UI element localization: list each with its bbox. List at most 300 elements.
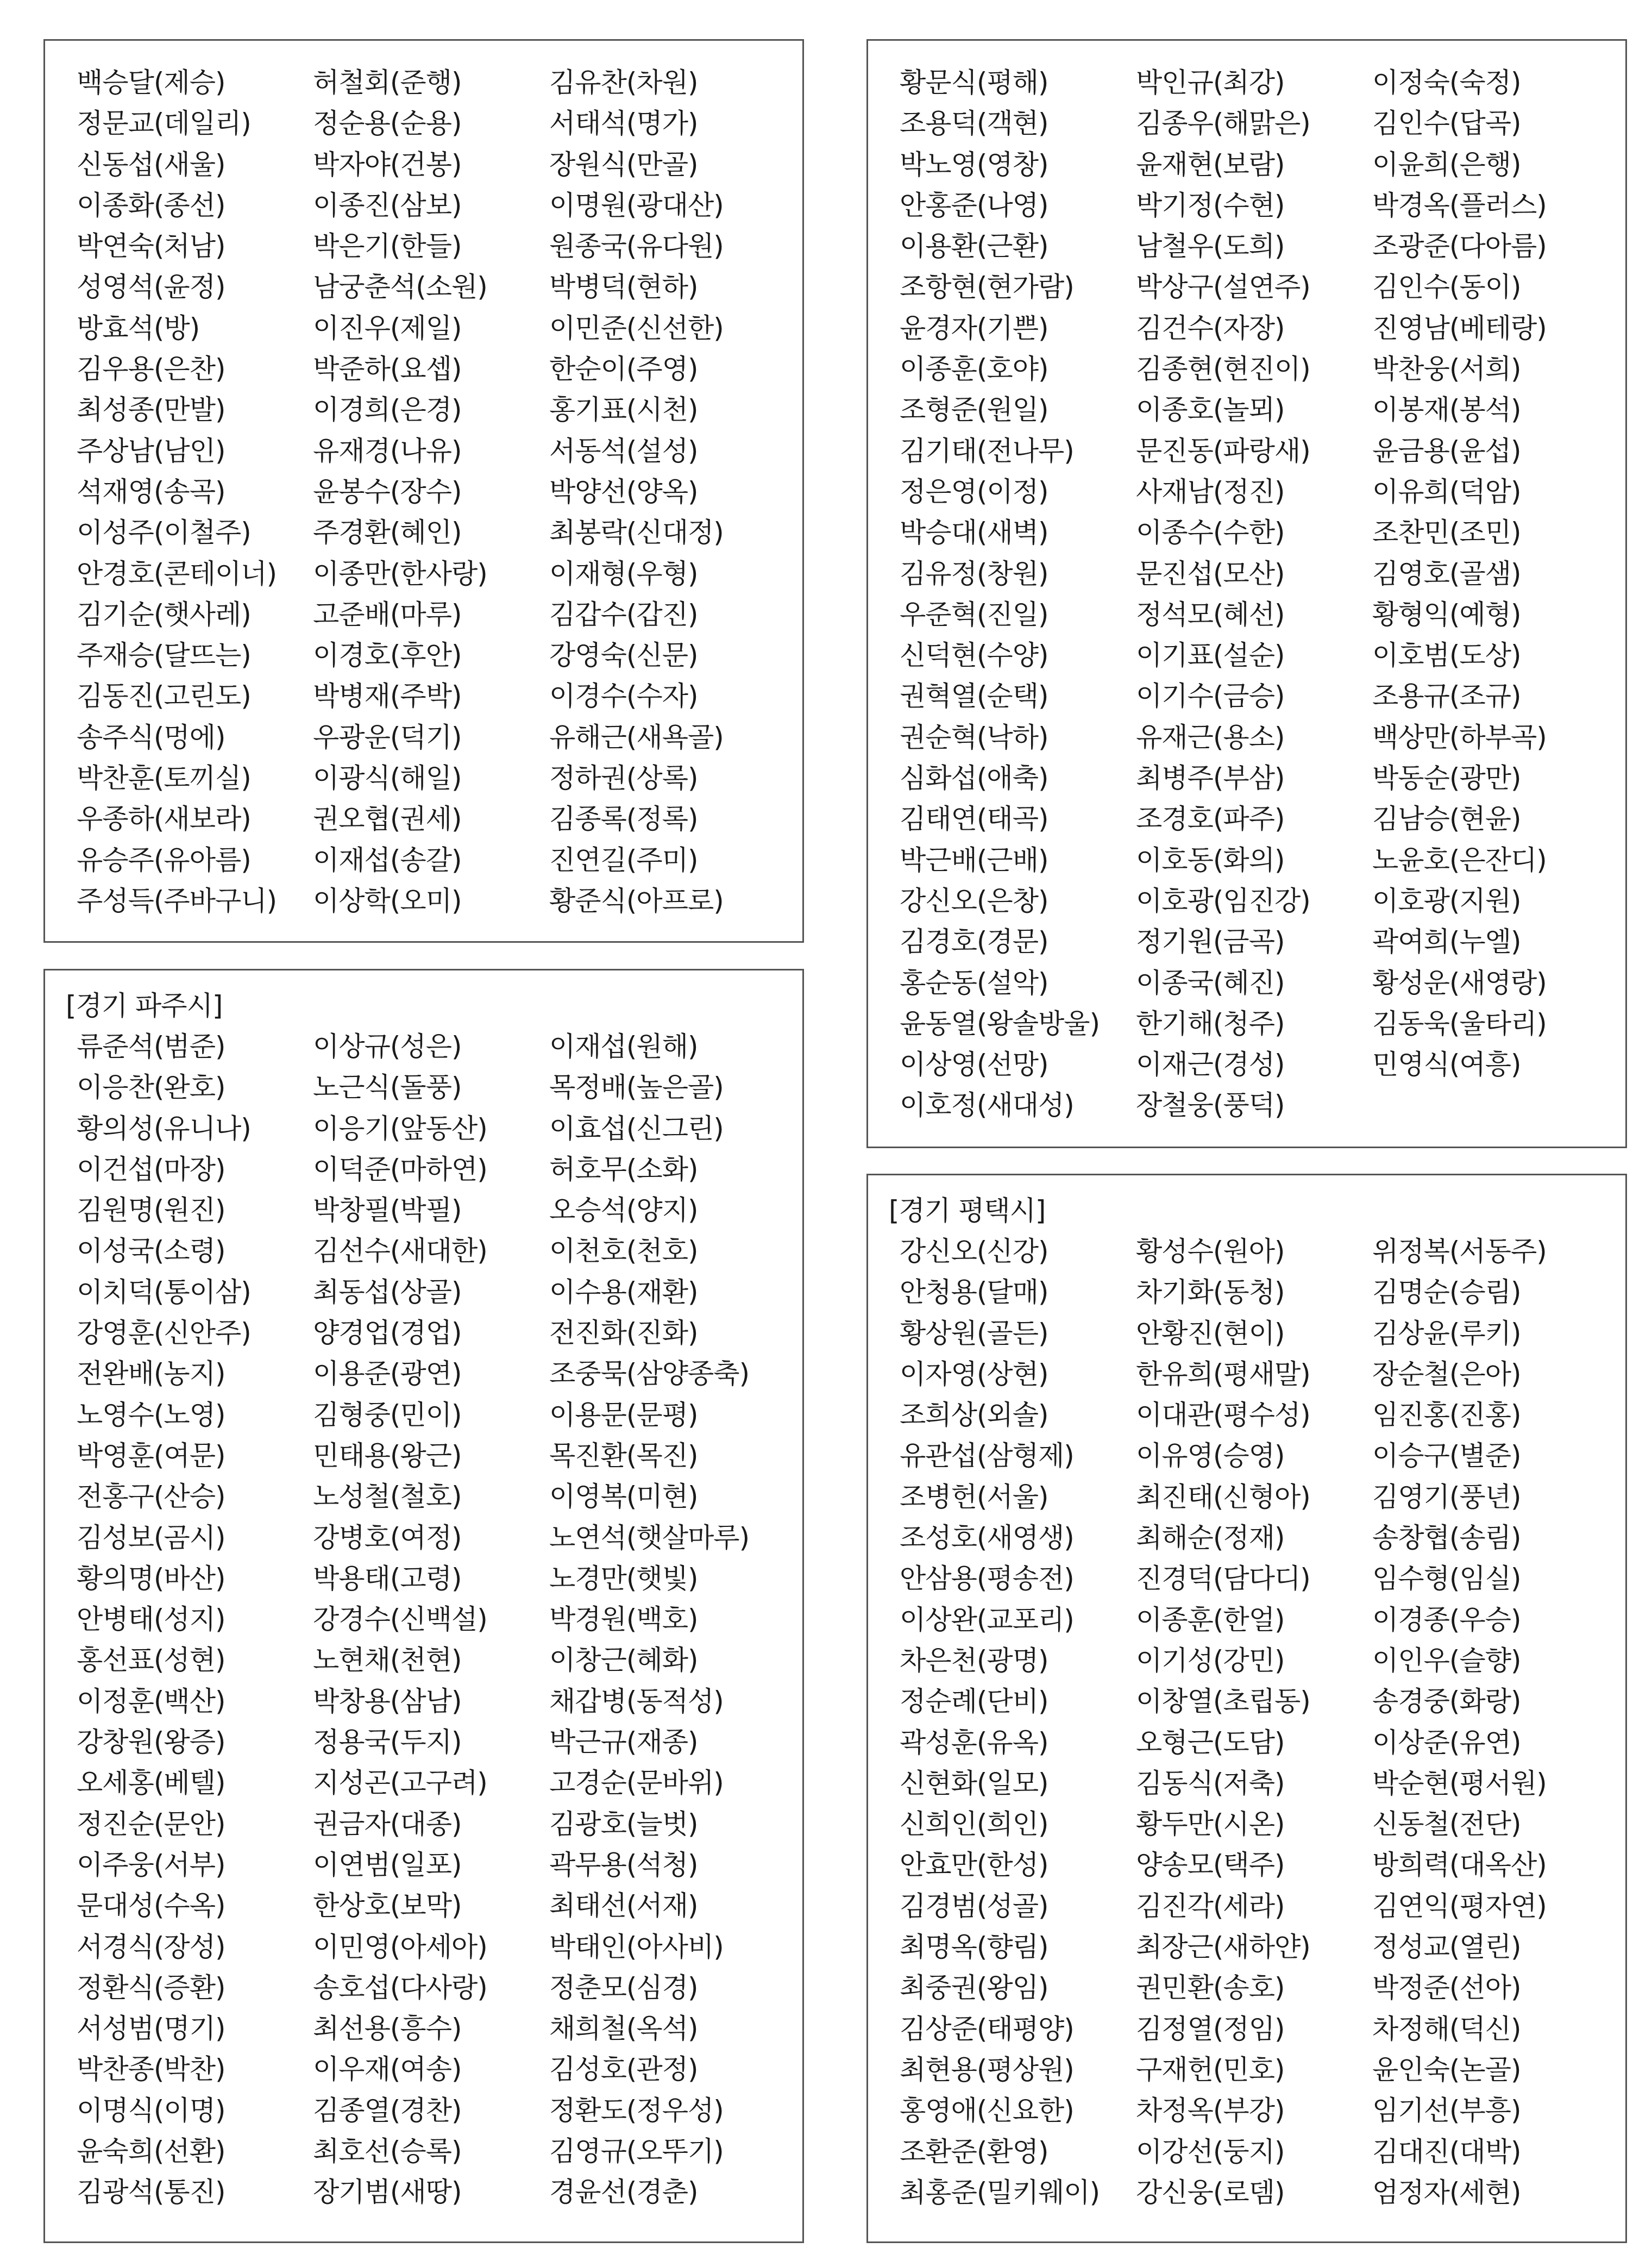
name-entry: 유관섭(삼형제) (900, 1440, 1074, 1472)
name-entry: 한기해(청주) (1136, 1007, 1285, 1039)
name-entry: 이유영(승영) (1136, 1440, 1285, 1472)
name-entry: 김동진(고린도) (77, 680, 251, 712)
name-entry: 황성수(원아) (1136, 1236, 1285, 1267)
name-entry: 조중묵(삼양종축) (549, 1358, 750, 1390)
name-entry: 문진섭(모산) (1136, 558, 1285, 590)
name-entry: 최명옥(향림) (900, 1931, 1048, 1963)
name-entry: 박병덕(현하) (549, 271, 698, 303)
name-entry: 송경중(화랑) (1372, 1686, 1521, 1718)
name-grid (900, 62, 1609, 1126)
name-entry: 박창용(삼남) (313, 1685, 462, 1717)
name-entry: 김인수(답곡) (1372, 108, 1521, 140)
name-entry: 윤숙희(선환) (77, 2136, 225, 2168)
name-entry: 조경호(파주) (1136, 803, 1285, 835)
name-entry: 박근규(재종) (549, 1726, 698, 1758)
section-title: [경기 파주시] (66, 990, 223, 1022)
name-entry: 안병태(성지) (77, 1604, 225, 1636)
name-entry: 최중권(왕임) (900, 1972, 1048, 2004)
name-entry: 김영규(오뚜기) (549, 2136, 724, 2168)
name-entry: 곽성훈(유옥) (900, 1726, 1048, 1758)
name-entry: 김종록(정록) (549, 803, 698, 835)
name-entry: 윤금용(윤섭) (1372, 435, 1521, 467)
name-entry: 이민준(신선한) (549, 312, 724, 344)
name-entry: 김남승(현윤) (1372, 803, 1521, 835)
name-entry: 조병헌(서울) (900, 1481, 1048, 1513)
name-entry: 김상준(태평양) (900, 2013, 1074, 2045)
name-entry: 허철회(준행) (313, 67, 462, 98)
name-entry: 이상영(선망) (900, 1049, 1048, 1081)
name-entry: 최장근(새하얀) (1136, 1931, 1310, 1963)
name-entry: 김영기(풍년) (1372, 1481, 1521, 1513)
name-entry: 안경호(콘테이너) (77, 558, 277, 590)
name-entry: 김인수(동이) (1372, 271, 1521, 303)
name-entry: 강영훈(신안주) (77, 1317, 251, 1349)
name-entry: 박정준(선아) (1372, 1972, 1521, 2004)
name-entry: 차정해(덕신) (1372, 2013, 1521, 2045)
name-entry: 민영식(여흥) (1372, 1049, 1521, 1081)
name-entry: 노성철(철호) (313, 1481, 462, 1513)
name-entry: 서경식(장성) (77, 1931, 225, 1963)
name-entry: 이명원(광대산) (549, 189, 724, 221)
name-entry: 강신오(신강) (900, 1236, 1048, 1267)
name-entry: 신동섭(새울) (77, 148, 225, 180)
name-entry: 정환식(증환) (77, 1971, 225, 2003)
name-entry: 강영숙(신문) (549, 640, 698, 672)
name-entry: 이상학(오미) (313, 885, 462, 917)
name-entry: 류준석(범준) (77, 1031, 225, 1062)
name-entry: 최해순(정재) (1136, 1522, 1285, 1554)
name-entry: 신희인(희인) (900, 1808, 1048, 1840)
name-entry: 주재승(달뜨는) (77, 640, 251, 672)
name-entry: 최홍준(밀키웨이) (900, 2176, 1100, 2208)
name-entry: 유해근(새욕골) (549, 721, 724, 753)
name-entry: 차기화(동청) (1136, 1276, 1285, 1308)
name-entry: 김우용(은찬) (77, 353, 225, 385)
name-entry: 박찬훈(토끼실) (77, 762, 251, 794)
name-entry: 박창필(박필) (313, 1194, 462, 1226)
name-entry: 이호범(도상) (1372, 640, 1521, 672)
name-entry: 김형중(민이) (313, 1399, 462, 1431)
name-entry: 이종호(놀뫼) (1136, 394, 1285, 426)
name-entry: 이용준(광연) (313, 1358, 462, 1390)
name-entry: 허호무(소화) (549, 1153, 698, 1185)
name-entry: 곽무용(석청) (549, 1849, 698, 1881)
name-entry: 김유정(창원) (900, 558, 1048, 590)
name-entry: 장기범(새땅) (313, 2176, 462, 2208)
name-entry: 백상만(하부곡) (1372, 721, 1547, 753)
name-entry: 황상원(골든) (900, 1317, 1048, 1349)
name-entry: 이강선(둥지) (1136, 2136, 1285, 2168)
name-entry: 박근배(근배) (900, 844, 1048, 876)
name-entry: 홍기표(시천) (549, 394, 698, 426)
name-entry: 정환도(정우성) (549, 2094, 724, 2126)
name-entry: 김갑수(갑진) (549, 598, 698, 630)
name-entry: 차정옥(부강) (1136, 2095, 1285, 2127)
name-entry: 정은영(이정) (900, 475, 1048, 508)
name-entry: 홍선표(성현) (77, 1644, 225, 1676)
name-entry: 김유찬(차원) (549, 67, 698, 98)
name-entry: 이종화(종선) (77, 189, 225, 221)
name-entry: 박자야(건봉) (313, 148, 462, 180)
name-entry: 박용태(고령) (313, 1562, 462, 1594)
name-entry: 엄정자(세현) (1372, 2176, 1521, 2208)
name-entry: 강경수(신백설) (313, 1604, 487, 1636)
name-entry: 임수형(임실) (1372, 1563, 1521, 1595)
name-entry: 조환준(환영) (900, 2136, 1048, 2168)
member-list-box-3 (866, 39, 1627, 1148)
name-entry: 김연익(평자연) (1372, 1890, 1547, 1922)
name-entry: 이응찬(완호) (77, 1072, 225, 1104)
name-entry: 이종훈(호야) (900, 353, 1048, 385)
name-entry: 노경만(햇빛) (549, 1562, 698, 1594)
name-entry: 송창협(송림) (1372, 1522, 1521, 1554)
name-entry: 진경덕(담다디) (1136, 1563, 1310, 1595)
name-entry: 박동순(광만) (1372, 762, 1521, 794)
member-list-box-1 (43, 39, 804, 943)
name-entry: 김태연(태곡) (900, 803, 1048, 835)
name-entry: 조형준(원일) (900, 394, 1048, 426)
name-entry: 김광석(통진) (77, 2176, 225, 2208)
name-entry: 전홍구(산승) (77, 1481, 225, 1513)
name-entry: 이경호(후안) (313, 640, 462, 672)
name-entry: 이정숙(숙정) (1372, 67, 1521, 98)
name-entry: 민태용(왕근) (313, 1439, 462, 1471)
name-entry: 이윤희(은행) (1372, 148, 1521, 180)
name-entry: 정하권(상록) (549, 762, 698, 794)
name-entry: 박노영(영창) (900, 148, 1048, 180)
name-entry: 안황진(현이) (1136, 1317, 1285, 1349)
name-entry: 이창근(혜화) (549, 1644, 698, 1676)
name-entry: 전완배(농지) (77, 1358, 225, 1390)
name-entry: 이유희(덕암) (1372, 475, 1521, 508)
name-entry: 임진홍(진홍) (1372, 1399, 1521, 1431)
name-entry: 고경순(문바위) (549, 1767, 724, 1799)
name-entry: 곽여희(누엘) (1372, 926, 1521, 958)
name-entry: 정진순(문안) (77, 1808, 225, 1840)
name-entry: 황문식(평해) (900, 67, 1048, 98)
member-list-box-pyeongtaek (866, 1174, 1627, 2243)
name-entry: 이성국(소령) (77, 1235, 225, 1267)
name-entry: 강신웅(로뎀) (1136, 2176, 1285, 2208)
name-entry: 박상구(설연주) (1136, 271, 1310, 303)
name-entry: 전진화(진화) (549, 1317, 698, 1349)
name-entry: 신덕현(수양) (900, 640, 1048, 672)
name-entry: 박병재(주박) (313, 680, 462, 712)
name-entry: 우광운(덕기) (313, 721, 462, 753)
name-entry: 조찬민(조민) (1372, 517, 1521, 549)
name-entry: 한순이(주영) (549, 353, 698, 385)
name-entry: 김원명(원진) (77, 1194, 225, 1226)
name-entry: 방희력(대옥산) (1372, 1849, 1547, 1881)
name-entry: 이호동(화의) (1136, 844, 1285, 876)
name-entry: 최진태(신형아) (1136, 1481, 1310, 1513)
name-entry: 박찬웅(서희) (1372, 353, 1521, 385)
name-entry: 최성종(만발) (77, 394, 225, 426)
name-entry: 서동석(설성) (549, 435, 698, 467)
name-entry: 임기선(부흥) (1372, 2095, 1521, 2127)
name-entry: 정석모(혜선) (1136, 598, 1285, 630)
name-entry: 황두만(시온) (1136, 1808, 1285, 1840)
name-entry: 이용문(문평) (549, 1399, 698, 1431)
name-entry: 권금자(대종) (313, 1808, 462, 1840)
name-entry: 권민환(송호) (1136, 1972, 1285, 2004)
name-entry: 이종진(삼보) (313, 189, 462, 221)
name-entry: 방효석(방) (77, 312, 200, 344)
name-entry: 강창원(왕증) (77, 1726, 225, 1758)
name-entry: 이봉재(봉석) (1372, 394, 1521, 426)
name-entry: 이치덕(통이삼) (77, 1276, 251, 1308)
name-entry: 경윤선(경춘) (549, 2176, 698, 2208)
name-entry: 이정훈(백산) (77, 1685, 225, 1717)
member-list-box-paju (43, 969, 804, 2243)
name-entry: 사재남(정진) (1136, 475, 1285, 508)
name-entry: 이종수(수한) (1136, 517, 1285, 549)
name-entry: 윤인숙(논골) (1372, 2053, 1521, 2086)
name-entry: 이기성(강민) (1136, 1644, 1285, 1676)
name-entry: 조희상(외솔) (900, 1399, 1048, 1431)
name-entry: 지성곤(고구려) (313, 1767, 487, 1799)
name-entry: 조성호(새영생) (900, 1522, 1074, 1554)
name-entry: 노영수(노영) (77, 1399, 225, 1431)
name-entry: 김정열(정임) (1136, 2013, 1285, 2045)
name-entry: 서성범(명기) (77, 2013, 225, 2045)
name-entry: 박은기(한들) (313, 230, 462, 262)
name-entry: 황준식(아프로) (549, 885, 724, 917)
name-entry: 조용규(조규) (1372, 680, 1521, 712)
name-entry: 윤재현(보람) (1136, 148, 1285, 180)
name-entry: 양경업(경업) (313, 1317, 462, 1349)
name-entry: 김광호(늘벗) (549, 1808, 698, 1840)
name-entry: 최선용(흥수) (313, 2013, 462, 2045)
name-entry: 이연범(일포) (313, 1849, 462, 1881)
name-entry: 강신오(은창) (900, 885, 1048, 917)
name-entry: 황형익(예형) (1372, 598, 1521, 630)
name-entry: 안효만(한성) (900, 1849, 1048, 1881)
name-entry: 차은천(광명) (900, 1644, 1048, 1676)
name-entry: 이진우(제일) (313, 312, 462, 344)
name-entry: 박태인(아사비) (549, 1931, 724, 1963)
name-entry: 이경희(은경) (313, 394, 462, 426)
name-entry: 김명순(승림) (1372, 1276, 1521, 1308)
name-entry: 권오협(권세) (313, 803, 462, 835)
name-entry: 박경원(백호) (549, 1604, 698, 1636)
name-entry: 남철우(도희) (1136, 230, 1285, 262)
name-entry: 진영남(베테랑) (1372, 312, 1547, 344)
name-entry: 노근식(돌풍) (313, 1072, 462, 1104)
name-entry: 최호선(승록) (313, 2136, 462, 2168)
name-entry: 박양선(양옥) (549, 475, 698, 508)
name-entry: 오형근(도담) (1136, 1726, 1285, 1758)
name-entry: 김기순(햇사레) (77, 598, 251, 630)
name-entry: 이종만(한사랑) (313, 558, 487, 590)
name-entry: 이경종(우승) (1372, 1604, 1521, 1636)
name-entry: 강병호(여정) (313, 1521, 462, 1554)
name-entry: 이재섭(송갈) (313, 844, 462, 876)
name-entry: 조항현(현가람) (900, 271, 1074, 303)
name-entry: 김종우(해맑은) (1136, 108, 1310, 140)
name-entry: 진연길(주미) (549, 844, 698, 876)
name-entry: 김성호(관정) (549, 2053, 698, 2086)
name-entry: 이창열(초립동) (1136, 1686, 1310, 1718)
name-entry: 목정배(높은골) (549, 1072, 724, 1104)
name-entry: 김동식(저축) (1136, 1767, 1285, 1799)
name-entry: 김종열(경찬) (313, 2094, 462, 2126)
name-entry: 주상남(남인) (77, 435, 225, 467)
name-entry: 구재헌(민호) (1136, 2053, 1285, 2086)
name-entry: 안홍준(나영) (900, 189, 1048, 221)
name-entry: 노현채(천현) (313, 1644, 462, 1676)
name-entry: 김선수(새대한) (313, 1235, 487, 1267)
name-entry: 이덕준(마하연) (313, 1153, 487, 1185)
name-grid (77, 62, 786, 922)
name-entry: 이수용(재환) (549, 1276, 698, 1308)
name-entry: 이상준(유연) (1372, 1726, 1521, 1758)
name-entry: 이호정(새대성) (900, 1089, 1074, 1122)
name-entry: 박찬종(박찬) (77, 2053, 225, 2086)
name-entry: 백승달(제승) (77, 67, 225, 98)
name-entry: 문대성(수옥) (77, 1890, 225, 1922)
name-entry: 서태석(명가) (549, 108, 698, 140)
name-entry: 정문교(데일리) (77, 108, 251, 140)
name-entry: 장순철(은아) (1372, 1358, 1521, 1390)
name-entry: 이상완(교포리) (900, 1604, 1074, 1636)
name-entry: 홍순동(설악) (900, 967, 1048, 999)
section-title: [경기 평택시] (889, 1195, 1046, 1226)
name-entry: 권혁열(순택) (900, 680, 1048, 712)
name-entry: 이기수(금승) (1136, 680, 1285, 712)
name-entry: 성영석(윤정) (77, 271, 225, 303)
name-entry: 이기표(설순) (1136, 640, 1285, 672)
name-entry: 김동욱(울타리) (1372, 1007, 1547, 1039)
name-entry: 이우재(여송) (313, 2053, 462, 2086)
name-entry: 이인우(슬향) (1372, 1644, 1521, 1676)
name-entry: 노윤호(은잔디) (1372, 844, 1547, 876)
name-entry: 이호광(임진강) (1136, 885, 1310, 917)
name-entry: 최현용(평상원) (900, 2053, 1074, 2086)
name-entry: 김대진(대박) (1372, 2136, 1521, 2168)
name-entry: 황성운(새영랑) (1372, 967, 1547, 999)
name-entry: 안청용(달매) (900, 1276, 1048, 1308)
name-entry: 한유희(평새말) (1136, 1358, 1310, 1390)
name-entry: 남궁춘석(소원) (313, 271, 487, 303)
name-entry: 우준혁(진일) (900, 598, 1048, 630)
name-entry: 노연석(햇살마루) (549, 1521, 750, 1554)
name-entry: 정순례(단비) (900, 1686, 1048, 1718)
name-entry: 윤동열(왕솔방울) (900, 1007, 1100, 1039)
name-entry: 이영복(미현) (549, 1481, 698, 1513)
name-entry: 박영훈(여문) (77, 1439, 225, 1471)
name-entry: 이대관(평수성) (1136, 1399, 1310, 1431)
name-entry: 이천호(천호) (549, 1235, 698, 1267)
name-entry: 이재섭(원해) (549, 1031, 698, 1062)
name-entry: 박인규(최강) (1136, 67, 1285, 98)
name-entry: 이자영(상현) (900, 1358, 1048, 1390)
name-entry: 김성보(곰시) (77, 1521, 225, 1554)
name-entry: 정성교(열린) (1372, 1931, 1521, 1963)
name-entry: 장원식(만골) (549, 148, 698, 180)
name-entry: 유재근(용소) (1136, 721, 1285, 753)
name-entry: 주성득(주바구니) (77, 885, 277, 917)
name-entry: 이승구(별준) (1372, 1440, 1521, 1472)
name-entry: 문진동(파랑새) (1136, 435, 1310, 467)
name-entry: 이재근(경성) (1136, 1049, 1285, 1081)
name-entry: 최태선(서재) (549, 1890, 698, 1922)
name-entry: 최봉락(신대정) (549, 517, 724, 549)
name-entry: 박경옥(플러스) (1372, 189, 1547, 221)
name-entry: 이명식(이명) (77, 2094, 225, 2126)
name-entry: 이광식(해일) (313, 762, 462, 794)
name-entry: 윤봉수(장수) (313, 475, 462, 508)
name-entry: 정기원(금곡) (1136, 926, 1285, 958)
name-entry: 김건수(자장) (1136, 312, 1285, 344)
name-entry: 채갑병(동적성) (549, 1685, 724, 1717)
name-entry: 김기태(전나무) (900, 435, 1074, 467)
name-entry: 이호광(지원) (1372, 885, 1521, 917)
name-entry: 오승석(양지) (549, 1194, 698, 1226)
name-entry: 박연숙(처남) (77, 230, 225, 262)
name-entry: 정용국(두지) (313, 1726, 462, 1758)
name-entry: 양송모(택주) (1136, 1849, 1285, 1881)
name-entry: 신현화(일모) (900, 1767, 1048, 1799)
name-entry: 김경호(경문) (900, 926, 1048, 958)
name-entry: 김진각(세라) (1136, 1890, 1285, 1922)
name-entry: 이용환(근환) (900, 230, 1048, 262)
name-entry: 김영호(골샘) (1372, 558, 1521, 590)
name-grid (900, 1231, 1609, 2213)
name-entry: 이성주(이철주) (77, 517, 251, 549)
name-entry: 이응기(앞동산) (313, 1112, 487, 1144)
name-entry: 고준배(마루) (313, 598, 462, 630)
name-entry: 박승대(새벽) (900, 517, 1048, 549)
name-entry: 원종국(유다원) (549, 230, 724, 262)
name-entry: 장철웅(풍덕) (1136, 1089, 1285, 1122)
name-entry: 정순용(순용) (313, 108, 462, 140)
name-entry: 이민영(아세아) (313, 1931, 487, 1963)
name-entry: 신동철(전단) (1372, 1808, 1521, 1840)
name-entry: 이효섭(신그린) (549, 1112, 724, 1144)
name-entry: 황의성(유니나) (77, 1112, 251, 1144)
name-entry: 홍영애(신요한) (900, 2095, 1074, 2127)
name-entry: 권순혁(낙하) (900, 721, 1048, 753)
name-entry: 최동섭(상골) (313, 1276, 462, 1308)
name-entry: 송호섭(다사랑) (313, 1971, 487, 2003)
name-entry: 심화섭(애축) (900, 762, 1048, 794)
name-grid (77, 1026, 786, 2213)
name-entry: 주경환(혜인) (313, 517, 462, 549)
name-entry: 우종하(새보라) (77, 803, 251, 835)
name-entry: 박순현(평서원) (1372, 1767, 1547, 1799)
name-entry: 오세홍(베텔) (77, 1767, 225, 1799)
name-entry: 유승주(유아름) (77, 844, 251, 876)
name-entry: 김경범(성골) (900, 1890, 1048, 1922)
name-entry: 조용덕(객현) (900, 108, 1048, 140)
name-entry: 위정복(서동주) (1372, 1236, 1547, 1267)
name-entry: 안삼용(평송전) (900, 1563, 1074, 1595)
name-entry: 이재형(우형) (549, 558, 698, 590)
name-entry: 유재경(나유) (313, 435, 462, 467)
name-entry: 석재영(송곡) (77, 475, 225, 508)
name-entry: 조광준(다아름) (1372, 230, 1547, 262)
name-entry: 채희철(옥석) (549, 2013, 698, 2045)
name-entry: 이건섭(마장) (77, 1153, 225, 1185)
name-entry: 이종훈(한얼) (1136, 1604, 1285, 1636)
name-entry: 한상호(보막) (313, 1890, 462, 1922)
name-entry: 이경수(수자) (549, 680, 698, 712)
name-entry: 이주웅(서부) (77, 1849, 225, 1881)
name-entry: 윤경자(기쁜) (900, 312, 1048, 344)
name-entry: 이종국(혜진) (1136, 967, 1285, 999)
name-entry: 송주식(멍에) (77, 721, 225, 753)
